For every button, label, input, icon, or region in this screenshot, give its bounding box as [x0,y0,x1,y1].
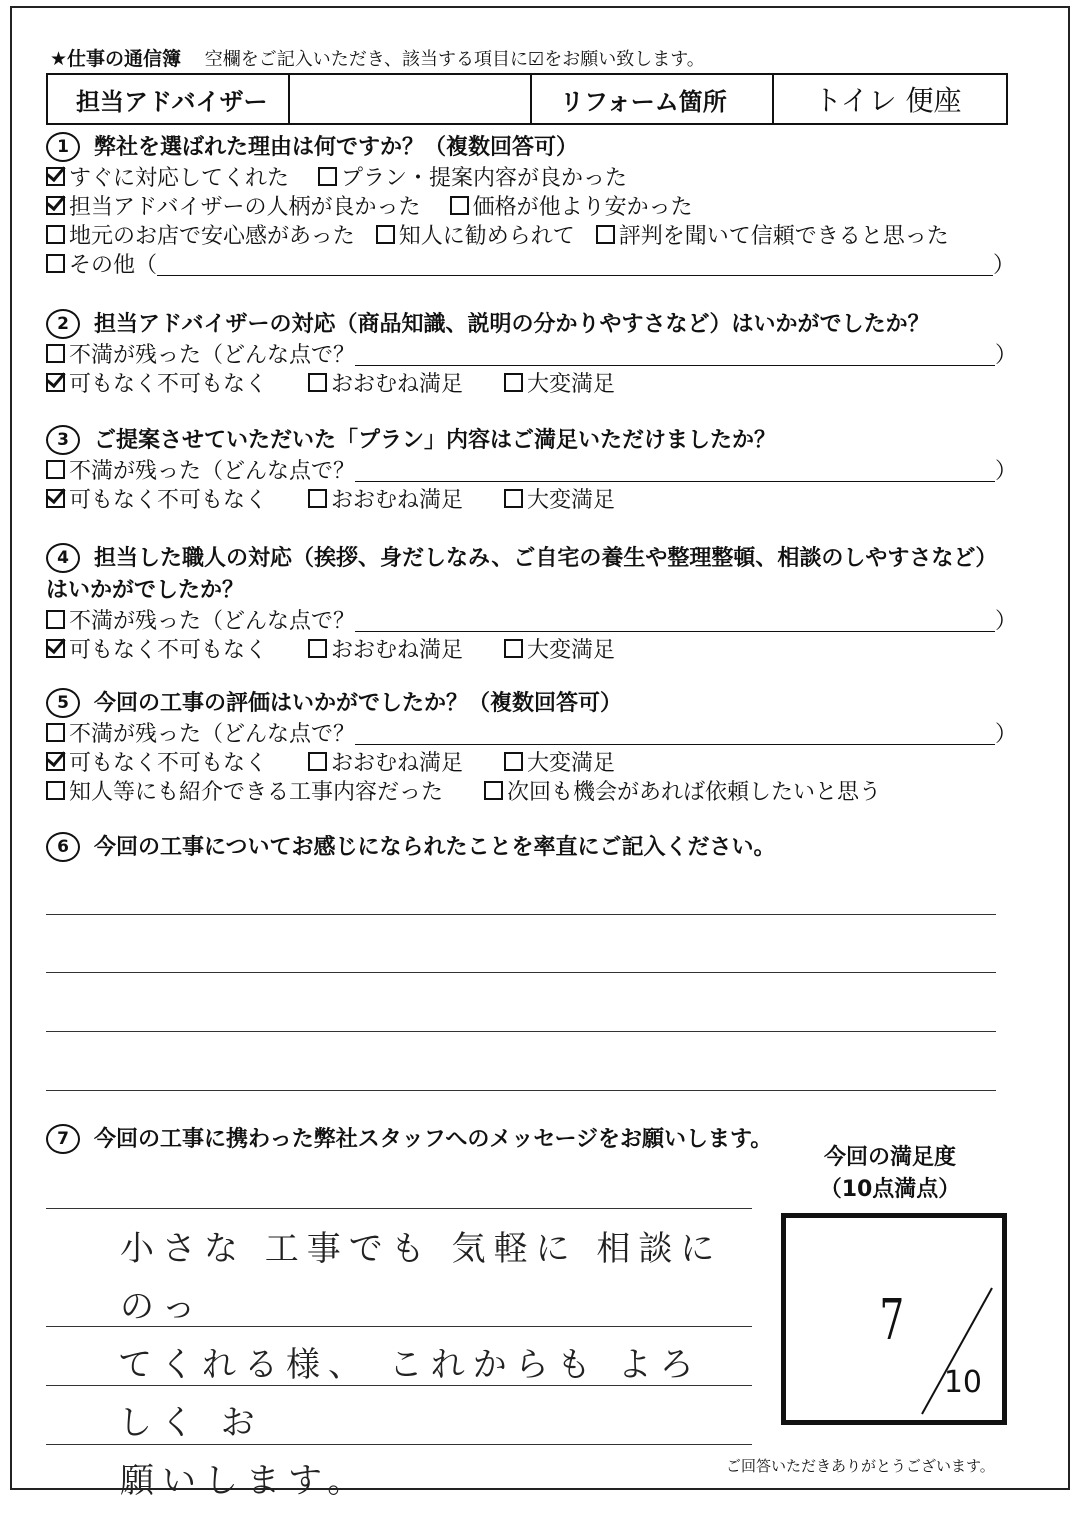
checkbox[interactable] [46,167,65,186]
option-very-satisfied[interactable]: 大変満足 [504,486,615,515]
satisfaction-label: 今回の満足度 （10点満点） [819,1145,961,1202]
option-good-plan[interactable]: プラン・提案内容が良かった [318,164,627,193]
question-number: 4 [46,543,80,573]
info-table [46,73,1008,125]
option-recommended[interactable]: 知人に勧められて [376,222,575,251]
dissatisfied-reason-field[interactable] [355,611,995,632]
option-dissatisfied[interactable]: 不満が残った（どんな点で？ [46,720,355,749]
location-field[interactable]: トイレ 便座 [773,74,1007,124]
option-other[interactable]: その他（ [46,251,157,280]
option-request-again[interactable]: 次回も機会があれば依頼したいと思う [484,778,881,807]
checkbox[interactable] [308,373,327,392]
question-text: 今回の工事についてお感じになられたことを率直にご記入ください。 [94,835,776,860]
score-value: 7 [879,1288,905,1353]
checkbox[interactable] [46,723,65,742]
option-dissatisfied[interactable]: 不満が残った（どんな点で？ [46,457,355,486]
question-text: ご提案させていただいた「プラン」内容はご満足いただけましたか？ [94,428,777,453]
option-mostly-satisfied[interactable]: おおむね満足 [308,749,463,778]
question-text-cont: はいかがでしたか？ [46,578,245,603]
checkbox[interactable] [46,196,65,215]
dissatisfied-reason-field[interactable] [355,345,995,366]
option-price[interactable]: 価格が他より安かった [450,193,693,222]
question-number: 7 [46,1124,80,1154]
option-mostly-satisfied[interactable]: おおむね満足 [308,486,463,515]
option-dissatisfied[interactable]: 不満が残った（どんな点で？ [46,607,355,636]
checkbox[interactable] [46,254,65,273]
question-text: 今回の工事に携わった弊社スタッフへのメッセージをお願いします。 [94,1127,773,1152]
checkbox[interactable] [504,639,523,658]
message-line: 願いします。 [120,1461,370,1501]
writing-line [46,1090,996,1091]
frame-border-right [1068,6,1070,1490]
checkbox[interactable] [46,752,65,771]
option-local-store[interactable]: 地元のお店で安心感があった [46,222,355,251]
option-neutral[interactable]: 可もなく不可もなく [46,486,267,515]
handwritten-message [120,1220,740,1510]
form-instruction: 空欄をご記入いただき、該当する項目に☑をお願い致します。 [204,49,705,70]
other-reason-field[interactable] [157,255,993,276]
option-mostly-satisfied[interactable]: おおむね満足 [308,636,463,665]
question-number: 6 [46,832,80,862]
frame-border-left [10,6,12,1490]
checkbox[interactable] [596,225,615,244]
question-text: 担当アドバイザーの対応（商品知識、説明の分かりやすさなど）はいかがでしたか？ [94,312,930,337]
checkbox[interactable] [46,373,65,392]
question-1: 1 弊社を選ばれた理由は何ですか？（複数回答可） すぐに対応してくれた プラン・提案内容が良かった 担当アドバイザーの人柄が良かった 価格が他より安かった 地元のお店で安心感があった 知人に勧められて 評判を聞いて信頼できると思った その他（ ） [46,132,1016,280]
question-number: 5 [46,688,80,718]
question-2: 2 担当アドバイザーの対応（商品知識、説明の分かりやすさなど）はいかがでしたか？ 不満が残った（どんな点で？ ） 可もなく不可もなく おおむね満足 大変満足 [46,309,1016,399]
checkbox[interactable] [46,460,65,479]
question-number: 2 [46,309,80,339]
checkbox[interactable] [484,781,503,800]
checkbox[interactable] [46,781,65,800]
message-line: 小さな 工事でも 気軽に 相談に のっ [120,1229,723,1327]
location-label: リフォーム箇所 [531,74,773,124]
thanks-note: ご回答いただきありがとうございます。 [726,1457,995,1475]
option-neutral[interactable]: 可もなく不可もなく [46,370,267,399]
checkbox[interactable] [504,752,523,771]
checkbox[interactable] [504,373,523,392]
writing-line [46,972,996,973]
advisor-field[interactable] [289,74,531,124]
option-reputation[interactable]: 評判を聞いて信頼できると思った [596,222,949,251]
question-4: 4 担当した職人の対応（挨拶、身だしなみ、ご自宅の養生や整理整頓、相談のしやすさなど） はいかがでしたか？ 不満が残った（どんな点で？ ） 可もなく不可もなく おおむね満足 大変満足 [46,543,1016,665]
question-5: 5 今回の工事の評価はいかがでしたか？（複数回答可） 不満が残った（どんな点で？ ） 可もなく不可もなく おおむね満足 大変満足 知人等にも紹介できる工事内容だった 次回も機会があれば依頼したいと思う [46,688,1016,807]
writing-line [46,1208,752,1209]
writing-line [46,1031,996,1032]
option-neutral[interactable]: 可もなく不可もなく [46,749,267,778]
option-very-satisfied[interactable]: 大変満足 [504,636,615,665]
checkbox[interactable] [308,752,327,771]
checkbox[interactable] [308,489,327,508]
checkbox[interactable] [450,196,469,215]
question-number: 1 [46,132,80,162]
dissatisfied-reason-field[interactable] [355,461,995,482]
checkbox[interactable] [504,489,523,508]
checkbox[interactable] [46,610,65,629]
question-text: 今回の工事の評価はいかがでしたか？（複数回答可） [94,691,623,716]
dissatisfied-reason-field[interactable] [355,724,995,745]
question-6 [46,832,1016,864]
option-very-satisfied[interactable]: 大変満足 [504,370,615,399]
checkbox[interactable] [46,225,65,244]
option-dissatisfied[interactable]: 不満が残った（どんな点で？ [46,341,355,370]
option-recommendable[interactable]: 知人等にも紹介できる工事内容だった [46,778,443,807]
option-neutral[interactable]: 可もなく不可もなく [46,636,267,665]
writing-line [46,914,996,915]
question-3: 3 ご提案させていただいた「プラン」内容はご満足いただけましたか？ 不満が残った（どんな点で？ ） 可もなく不可もなく おおむね満足 大変満足 [46,425,1016,515]
satisfaction-score-box[interactable] [781,1213,1007,1425]
checkbox[interactable] [46,344,65,363]
question-text: 担当した職人の対応（挨拶、身だしなみ、ご自宅の養生や整理整頓、相談のしやすさなど） [94,546,998,571]
option-very-satisfied[interactable]: 大変満足 [504,749,615,778]
advisor-label: 担当アドバイザー [47,74,289,124]
frame-border-top [10,6,1070,8]
checkbox[interactable] [308,639,327,658]
option-quick-response[interactable]: すぐに対応してくれた [46,164,289,193]
checkbox[interactable] [46,639,65,658]
question-number: 3 [46,425,80,455]
option-advisor-personality[interactable]: 担当アドバイザーの人柄が良かった [46,193,421,222]
option-mostly-satisfied[interactable]: おおむね満足 [308,370,463,399]
form-header [50,44,705,71]
form-title: ★仕事の通信簿 [50,48,182,70]
checkbox[interactable] [376,225,395,244]
question-text: 弊社を選ばれた理由は何ですか？（複数回答可） [94,135,579,160]
message-line: てくれる様、 これからも よろしく お [118,1345,702,1443]
checkbox[interactable] [46,489,65,508]
score-max: 10 [943,1365,982,1400]
checkbox[interactable] [318,167,337,186]
